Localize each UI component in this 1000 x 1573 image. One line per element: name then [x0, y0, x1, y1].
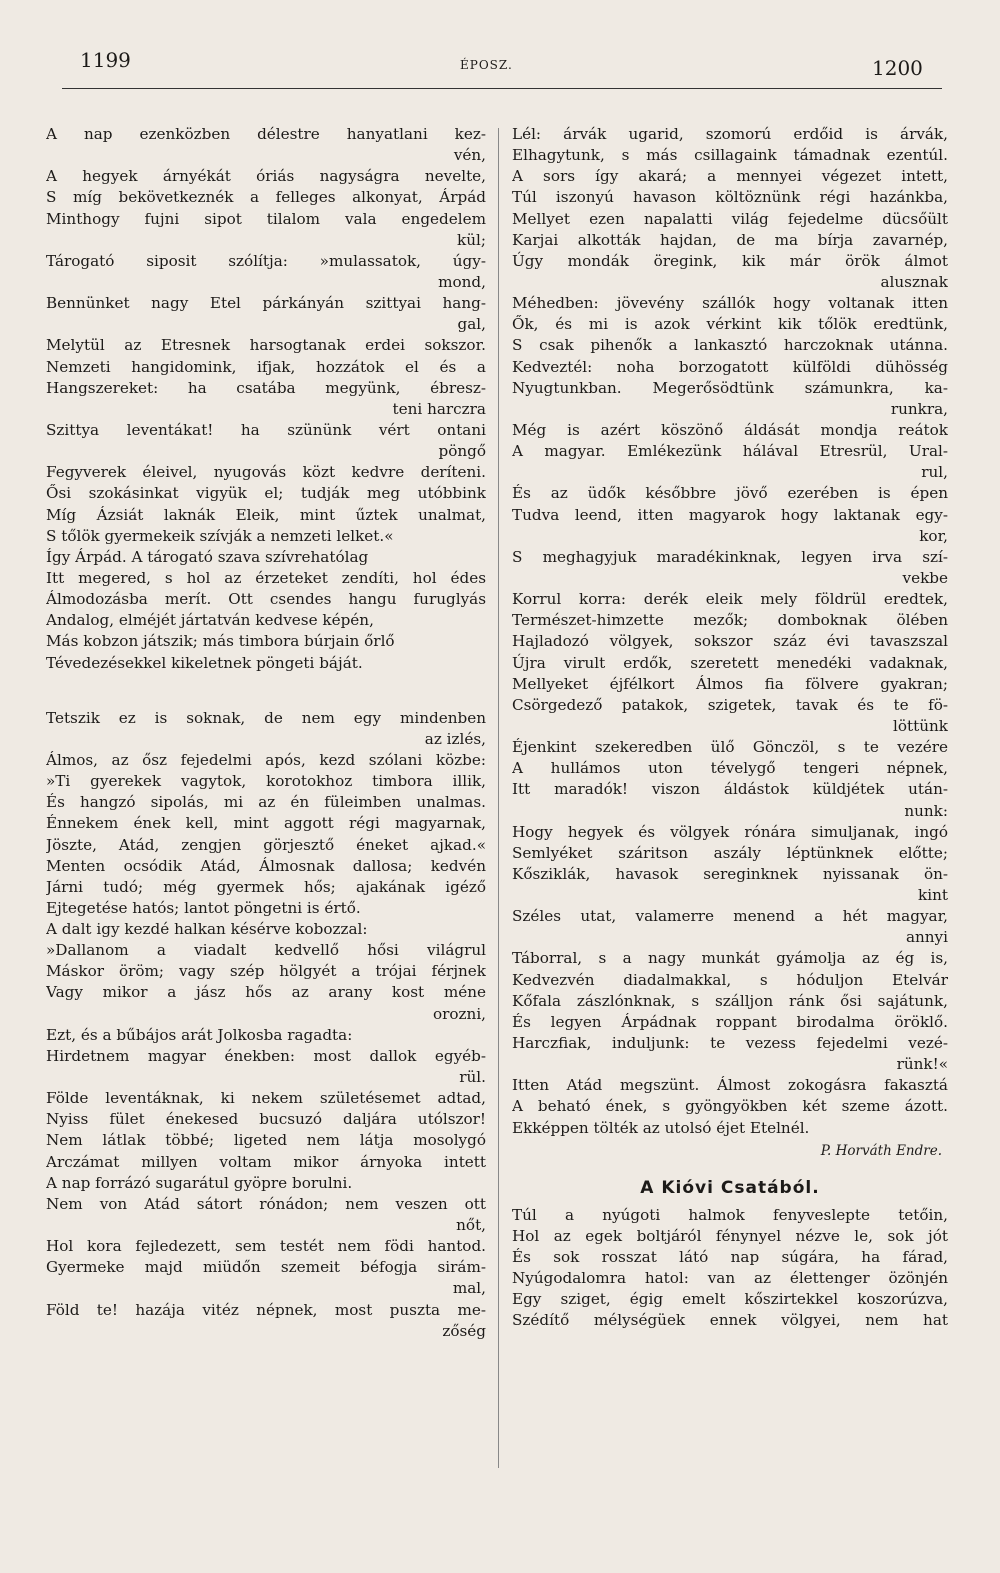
text-line: És az üdők későbbre jövő ezerében is épen — [512, 484, 948, 503]
text-line: rünk!« — [896, 1055, 948, 1074]
text-line: Ősi szokásinkat vigyük el; tudják meg utóbbink — [46, 484, 486, 503]
text-line: Vagy mikor a jász hős az arany kost méne — [46, 983, 486, 1002]
text-line: Nem von Atád sátort rónádon; nem veszen ott — [46, 1194, 486, 1213]
text-line: És hangzó sipolás, mi az én füleimben unalmas. — [46, 793, 486, 812]
text-line: A dalt igy kezdé halkan késérve kobozzal: — [46, 920, 368, 939]
text-line: nőt, — [456, 1216, 486, 1235]
text-line: Hol az egek boltjáról fénynyel nézve le, sok jót — [512, 1226, 948, 1245]
text-line: Karjai alkották hajdan, de ma bírja zavarnép, — [512, 230, 948, 249]
right-column — [512, 124, 948, 1332]
text-line: zőség — [442, 1321, 486, 1340]
text-line: Máskor öröm; vagy szép hölgyét a trójai férjnek — [46, 962, 486, 981]
text-line: Andalog, elméjét jártatván kedvese képén, — [46, 611, 374, 630]
text-line: Hogy hegyek és völgyek rónára simuljanak, ingó — [512, 822, 948, 841]
text-line: kül; — [457, 230, 486, 249]
text-line: A hegyek árnyékát óriás nagyságra nevelte, — [46, 167, 486, 186]
text-line: Bennünket nagy Etel párkányán szittyai hang- — [46, 294, 486, 313]
text-line: Táborral, s a nagy munkát gyámolja az ég is, — [512, 949, 948, 968]
text-line: Túl iszonyú havason költöznünk régi hazánkba, — [512, 188, 948, 207]
text-line: alusznak — [880, 272, 948, 291]
text-line: A sors így akará; a mennyei végezet intett, — [512, 167, 948, 186]
text-line: Hol kora fejledezett, sem testét nem födi hantod. — [46, 1237, 486, 1256]
text-line: Újra virult erdők, szeretett menedéki vadaknak, — [512, 653, 948, 672]
text-line: Széles utat, valamerre menend a hét magyar, — [512, 907, 948, 926]
poem-text — [512, 1205, 948, 1332]
text-line: Itten Atád megszünt. Álmost zokogásra fakasztá — [512, 1076, 948, 1095]
text-line: kint — [918, 886, 948, 905]
header-rule — [62, 88, 942, 89]
text-line: Gyermeke majd miüdőn szemeit béfogja sirám- — [46, 1258, 486, 1277]
text-line: teni harczra — [392, 399, 486, 418]
poem-title: A Kióvi Csatából. — [640, 1177, 820, 1198]
text-line: Úgy mondák öregink, kik már örök álmot — [512, 251, 948, 270]
text-line: Semlyéket száritson aszály léptünknek előtte; — [512, 843, 948, 862]
text-line: S míg bekövetkeznék a felleges alkonyat, Árpád — [46, 188, 486, 207]
text-line: Hirdetnem magyar énekben: most dallok egyéb- — [46, 1046, 486, 1065]
text-line: Itt megered, s hol az érzeteket zendíti, hol édes — [46, 568, 486, 587]
text-line: Egy sziget, égig emelt kőszirtekkel koszorúzva, — [512, 1290, 948, 1309]
text-line: Járni tudó; még gyermek hős; ajakának igéző — [46, 877, 486, 896]
page-header — [0, 48, 1000, 92]
text-line: löttünk — [893, 716, 948, 735]
text-line: Szittya leventákat! ha szününk vért ontani — [46, 420, 486, 439]
text-line: Elhagytunk, s más csillagaink támadnak ezentúl. — [512, 146, 948, 165]
text-line: Ekképpen tölték az utolsó éjet Etelnél. — [512, 1118, 810, 1137]
text-line: Míg Ázsiát laknák Eleik, mint űztek unalmat, — [46, 505, 486, 524]
running-title: ÉPOSZ. — [460, 58, 513, 72]
text-line — [46, 674, 486, 708]
text-line: Lél: árvák ugarid, szomorú erdőid is árvák, — [512, 125, 948, 143]
text-line: A beható ének, s gyöngyökben két szeme ázott. — [512, 1097, 948, 1116]
right-column-text — [512, 124, 948, 1139]
text-line: Hajladozó völgyek, sokszor száz évi tavaszszal — [512, 632, 948, 651]
text-line: mal, — [452, 1279, 486, 1298]
text-line: Tetszik ez is soknak, de nem egy mindenben — [46, 708, 486, 727]
text-line: Nem látlak többé; ligeted nem látja mosolygó — [46, 1131, 486, 1150]
text-line: És legyen Árpádnak roppant birodalma öröklő. — [512, 1012, 948, 1031]
text-line: runkra, — [890, 399, 948, 418]
text-line: A magyar. Emlékezünk hálával Etresrül, Ural- — [512, 442, 948, 461]
text-line: Nyiss fület énekesed bucsuzó daljára utólszor! — [46, 1110, 486, 1129]
text-line: Túl a nyúgoti halmok fenyveslepte tetőin, — [512, 1205, 948, 1224]
text-line: Tárogató siposit szólítja: »mulassatok, úgy- — [46, 251, 486, 270]
text-line: S meghagyjuk maradékinknak, legyen irva szí- — [512, 547, 948, 566]
text-line: mond, — [438, 272, 486, 291]
text-line: rül. — [459, 1068, 486, 1087]
text-line: pöngő — [438, 442, 486, 461]
text-line: Menten ocsódik Atád, Álmosnak dallosa; kedvén — [46, 856, 486, 875]
text-line: Jöszte, Atád, zengjen görjesztő éneket ajkad.« — [46, 835, 486, 854]
text-line: Éjenkint szekeredben ülő Gönczöl, s te vezére — [512, 738, 948, 757]
text-line: orozni, — [432, 1004, 486, 1023]
text-line: Még is azért köszönő áldását mondja reátok — [512, 420, 948, 439]
text-line: S tőlök gyermekeik szívják a nemzeti lelket.« — [46, 526, 394, 545]
text-line: »Ti gyerekek vagytok, korotokhoz timbora illik, — [46, 772, 486, 791]
text-line: És sok rosszat látó nap súgára, ha fárad, — [512, 1248, 948, 1267]
text-line: Tévedezésekkel kikeletnek pöngeti báját. — [46, 653, 363, 672]
text-line: Kedveztél: noha borzogatott külföldi dühösség — [512, 357, 948, 376]
text-line: Kedvezvén diadalmakkal, s hóduljon Etelvár — [512, 970, 948, 989]
text-line: Nemzeti hangidomink, ifjak, hozzátok el és a — [46, 357, 486, 376]
text-line: rul, — [921, 463, 948, 482]
text-line: Ők, és mi is azok vérkint kik tőlök eredtünk, — [512, 315, 948, 334]
text-line: Kőfala zászlónknak, s szálljon ránk ősi sajátunk, — [512, 991, 948, 1010]
text-line: gal, — [457, 315, 486, 334]
text-line: Harczfiak, induljunk: te vezess fejedelmi vezé- — [512, 1034, 948, 1053]
text-line: Földe leventáknak, ki nekem születésemet adtad, — [46, 1089, 486, 1108]
text-line: Korrul korra: derék eleik mely földrül eredtek, — [512, 590, 948, 609]
text-line: vekbe — [902, 568, 948, 587]
text-line: A hullámos uton tévelygő tengeri népnek, — [512, 759, 948, 778]
text-line: Minthogy fujni sipot tilalom vala engedelem — [46, 209, 486, 228]
text-line: nunk: — [904, 801, 948, 820]
text-line: Más kobzon játszik; más timbora búrjain őrlő — [46, 632, 395, 651]
text-line: Tudva leend, itten magyarok hogy laktanak egy- — [512, 505, 948, 524]
text-line: Föld te! hazája vitéz népnek, most puszta me- — [46, 1300, 486, 1319]
text-line: Méhedben: jövevény szállók hogy voltanak itten — [512, 294, 948, 313]
text-line: vén, — [453, 146, 486, 165]
text-line: Álmodozásba merít. Ott csendes hangu furuglyás — [46, 590, 486, 609]
text-line: A nap forrázó sugarátul gyöpre borulni. — [46, 1173, 353, 1192]
text-line: Csörgedező patakok, szigetek, tavak és te fö- — [512, 695, 948, 714]
text-line: Hangszereket: ha csatába megyünk, ébresz- — [46, 378, 486, 397]
text-line: Melytül az Etresnek harsogtanak erdei sokszor. — [46, 336, 486, 355]
text-line: Arczámat millyen voltam mikor árnyoka intett — [46, 1152, 486, 1171]
page-number-left: 1199 — [80, 48, 131, 72]
text-line: Álmos, az ősz fejedelmi após, kezd szólani közbe: — [46, 750, 486, 769]
text-line: Ezt, és a bűbájos arát Jolkosba ragadta: — [46, 1025, 353, 1044]
text-line: Nyugtunkban. Megerősödtünk számunkra, ka- — [512, 378, 948, 397]
text-line: Ejtegetése hatós; lantot pöngetni is értő. — [46, 898, 361, 917]
text-line: Mellyet ezen napalatti világ fejedelme dücsőült — [512, 209, 948, 228]
text-line: Itt maradók! viszon áldástok küldjétek után- — [512, 780, 948, 799]
text-line: az izlés, — [424, 729, 486, 748]
left-column — [46, 124, 486, 1342]
page-number-right: 1200 — [872, 56, 923, 80]
column-divider — [498, 128, 499, 1468]
text-line: Fegyverek éleivel, nyugovás közt kedvre deríteni. — [46, 463, 486, 482]
text-line: Kősziklák, havasok sereginknek nyissanak ön- — [512, 864, 948, 883]
text-line: Így Árpád. A tárogató szava szívrehatólag — [46, 547, 369, 566]
text-line: A nap ezenközben délestre hanyatlani kez- — [46, 125, 486, 143]
author-signature: P. Horváth Endre. — [820, 1142, 942, 1159]
text-line: »Dallanom a viadalt kedvellő hősi világrul — [46, 941, 486, 960]
text-line: Szédítő mélységüek ennek völgyei, nem hat — [512, 1311, 948, 1330]
text-line: Énnekem ének kell, mint aggott régi magyarnak, — [46, 814, 486, 833]
text-line: Nyúgodalomra hatol: van az élettenger özönjén — [512, 1269, 948, 1288]
text-line: Természet-himzette mezők; domboknak ölében — [512, 611, 948, 630]
text-line: kor, — [919, 526, 948, 545]
text-line: S csak pihenők a lankasztó harczoknak utánna. — [512, 336, 948, 355]
text-line: Mellyeket éjfélkort Álmos fia fölvere gyakran; — [512, 674, 948, 693]
text-line: annyi — [905, 928, 948, 947]
